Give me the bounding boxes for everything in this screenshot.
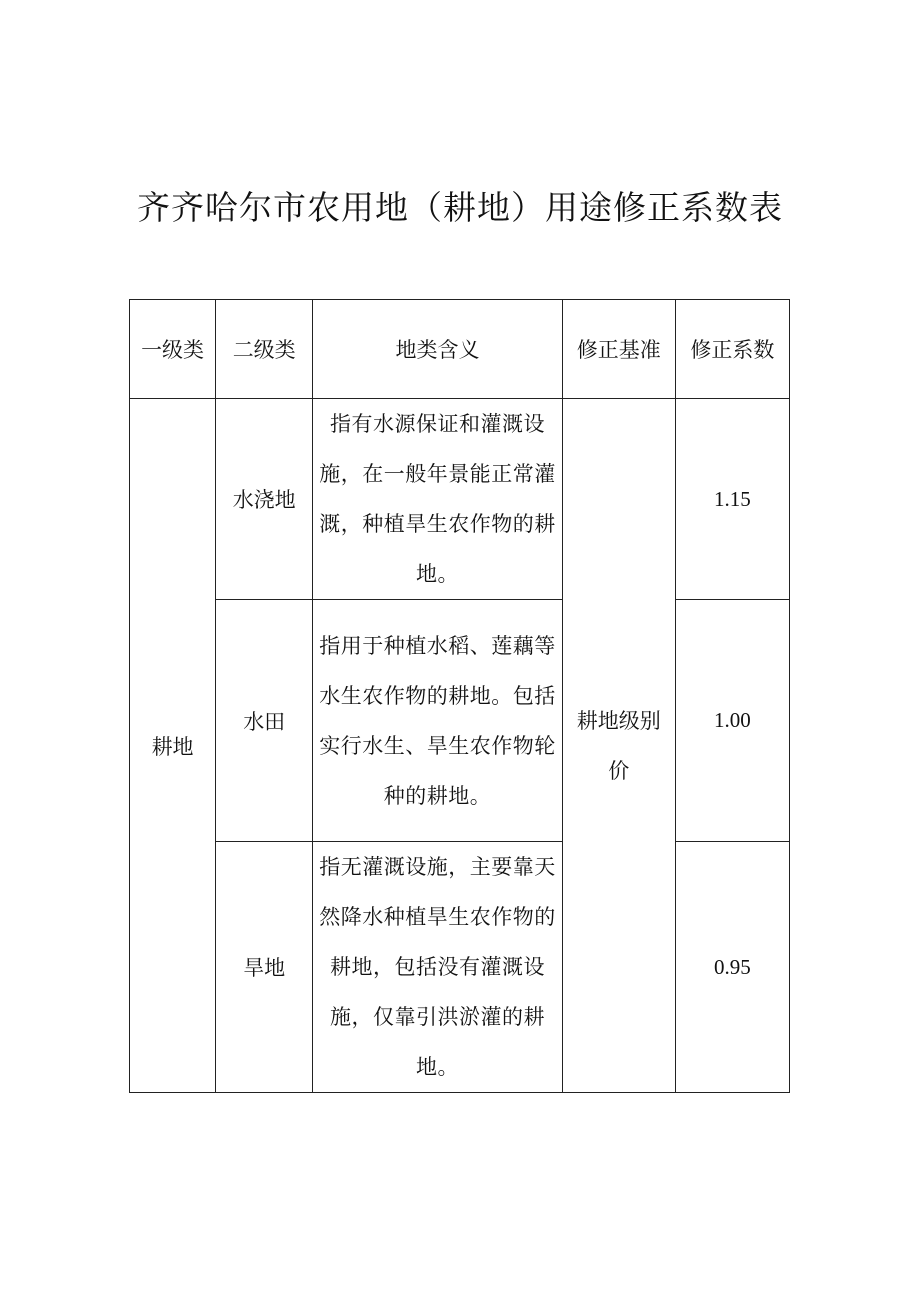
table-row [130, 842, 790, 1093]
header-coefficient [675, 300, 789, 399]
meaning-text: 指无灌溉设施，主要靠天然降水种植旱生农作物的耕地，包括没有灌溉设施，仅靠引洪淤灌的耕地。 [319, 855, 556, 1079]
correction-coefficient-table [129, 299, 790, 1093]
header-level2 [216, 300, 313, 399]
coefficient-cell: 0.95 [675, 842, 789, 1093]
coefficient-cell: 1.15 [675, 399, 789, 600]
level2-cell: 水浇地 [216, 399, 313, 600]
header-basis [562, 300, 675, 399]
meaning-cell [313, 399, 562, 600]
coefficient-cell: 1.00 [675, 600, 789, 842]
level2-cell: 旱地 [216, 842, 313, 1093]
header-meaning [313, 300, 562, 399]
meaning-text: 指有水源保证和灌溉设施，在一般年景能正常灌溉，种植旱生农作物的耕地。 [319, 412, 556, 586]
basis-text: 耕地级别价 [576, 708, 661, 783]
header-basis-label: 修正基准 [576, 338, 661, 362]
header-level2-label: 二级类 [232, 338, 296, 362]
level2-cell: 水田 [216, 600, 313, 842]
header-level1 [130, 300, 216, 399]
meaning-cell [313, 600, 562, 842]
meaning-text: 指用于种植水稻、莲藕等水生农作物的耕地。包括实行水生、旱生农作物轮种的耕地。 [319, 633, 556, 808]
header-coefficient-label: 修正系数 [690, 338, 775, 362]
table-row [130, 399, 790, 600]
meaning-cell [313, 842, 562, 1093]
table-header-row [130, 300, 790, 399]
document-title: 齐齐哈尔市农用地（耕地）用途修正系数表 [137, 188, 783, 227]
level1-cell: 耕地 [130, 399, 216, 1093]
table-row [130, 600, 790, 842]
basis-cell [562, 399, 675, 1093]
header-level1-label: 一级类 [141, 338, 205, 362]
header-meaning-label: 地类含义 [395, 338, 480, 362]
